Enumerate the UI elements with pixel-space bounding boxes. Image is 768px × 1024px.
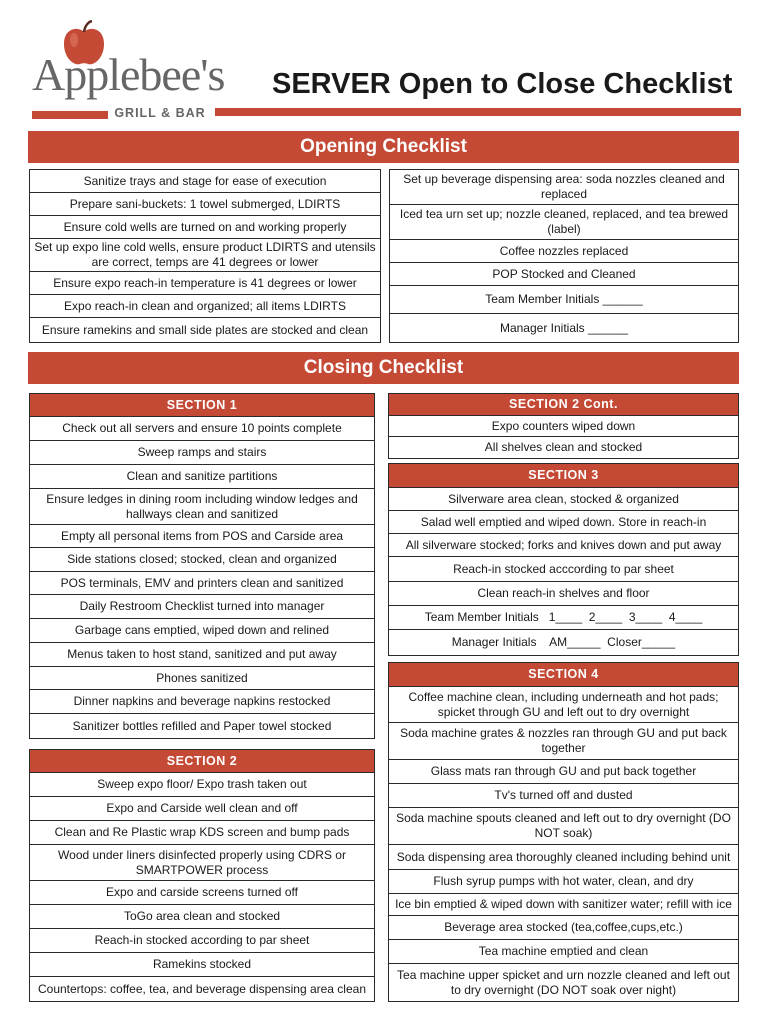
team-member-initials: Team Member Initials ______ [390,286,738,314]
opening-right-table [389,169,739,343]
closing-banner: Closing Checklist [28,352,739,384]
section-3-table [388,463,739,656]
checklist-item: Coffee machine clean, including underneath and hot pads; spicket through GU and left out to dry overnight [389,687,738,723]
checklist-item: Silverware area clean, stocked & organized [389,488,738,511]
applebees-logo [32,20,232,122]
checklist-item: Tv's turned off and dusted [389,784,738,808]
checklist-item: Coffee nozzles replaced [390,240,738,263]
checklist-item: Tea machine emptied and clean [389,940,738,964]
checklist-item: Clean and Re Plastic wrap KDS screen and bump pads [30,821,374,845]
checklist-item: Ice bin emptied & wiped down with sanitizer water; refill with ice [389,894,738,916]
section-header: SECTION 3 [389,464,738,488]
checklist-item: Reach-in stocked acccording to par sheet [389,557,738,582]
checklist-item: Countertops: coffee, tea, and beverage dispensing area clean [37,981,366,996]
logo-subtitle: GRILL & BAR [112,106,208,120]
checklist-item: Ensure expo reach-in temperature is 41 degrees or lower [30,272,380,295]
checklist-item: Sweep expo floor/ Expo trash taken out [30,773,374,797]
checklist-item: Menus taken to host stand, sanitized and put away [30,643,374,667]
checklist-item: Clean reach-in shelves and floor [389,582,738,606]
checklist-item: Soda machine grates & nozzles ran through GU and put back together [389,723,738,760]
checklist-item: POS terminals, EMV and printers clean and sanitized [30,572,374,595]
checklist-item: Glass mats ran through GU and put back together [389,760,738,784]
checklist-item: Clean and sanitize partitions [30,465,374,489]
checklist-item: All shelves clean and stocked [484,440,643,454]
checklist-item: Ramekins stocked [30,953,374,977]
checklist-item: Sanitize trays and stage for ease of execution [30,170,380,193]
checklist-item: Beverage area stocked (tea,coffee,cups,etc.) [389,916,738,940]
checklist-item: Reach-in stocked according to par sheet [30,929,374,953]
checklist-item: Garbage cans emptied, wiped down and relined [30,619,374,643]
section-header: SECTION 2 [30,750,374,773]
checklist-item: Sweep ramps and stairs [30,441,374,465]
section-2-cont-table [388,393,739,459]
checklist-item: ToGo area clean and stocked [30,905,374,929]
logo-rule-left [32,111,108,119]
header-rule [215,108,741,116]
section-header: SECTION 4 [389,663,738,687]
checklist-item: Ensure cold wells are turned on and working properly [30,216,380,239]
checklist-item: Expo reach-in clean and organized; all items LDIRTS [30,295,380,318]
opening-left-table [29,169,381,343]
manager-initials: Manager Initials AM_____ Closer_____ [451,635,676,649]
section-header: SECTION 1 [30,394,374,417]
checklist-item: Expo and carside screens turned off [30,881,374,905]
checklist-item: Wood under liners disinfected properly using CDRS or SMARTPOWER process [30,845,374,881]
checklist-item: All silverware stocked; forks and knives down and put away [389,534,738,557]
section-2-table [29,749,375,1002]
checklist-item: Set up expo line cold wells, ensure product LDIRTS and utensils are correct, temps are 41 degrees or lower [30,239,380,272]
section-1-table [29,393,375,739]
checklist-item: Dinner napkins and beverage napkins restocked [30,690,374,714]
checklist-item: Check out all servers and ensure 10 points complete [30,417,374,441]
checklist-item: Set up beverage dispensing area: soda nozzles cleaned and replaced [390,170,738,205]
checklist-item: Phones sanitized [30,667,374,690]
section-4-table [388,662,739,1002]
checklist-item: Soda dispensing area thoroughly cleaned including behind unit [389,845,738,870]
checklist-item: Iced tea urn set up; nozzle cleaned, replaced, and tea brewed (label) [390,205,738,240]
checklist-item: Soda machine spouts cleaned and left out to dry overnight (DO NOT soak) [389,808,738,845]
page-title: SERVER Open to Close Checklist [272,68,733,100]
checklist-item: Ensure ramekins and small side plates are stocked and clean [41,322,369,337]
checklist-item: Ensure ledges in dining room including window ledges and hallways clean and sanitized [30,489,374,525]
checklist-item: Flush syrup pumps with hot water, clean, and dry [389,870,738,894]
team-member-initials: Team Member Initials 1____ 2____ 3____ 4____ [389,606,738,630]
checklist-item: Side stations closed; stocked, clean and organized [30,548,374,572]
checklist-item: Sanitizer bottles refilled and Paper towel stocked [72,718,332,733]
checklist-item: Expo counters wiped down [389,416,738,437]
opening-banner: Opening Checklist [28,131,739,163]
checklist-item: Salad well emptied and wiped down. Store in reach-in [389,511,738,534]
checklist-item: POP Stocked and Cleaned [390,263,738,286]
section-header: SECTION 2 Cont. [389,394,738,416]
checklist-item: Prepare sani-buckets: 1 towel submerged, LDIRTS [30,193,380,216]
manager-initials: Manager Initials ______ [499,320,629,335]
checklist-item: Daily Restroom Checklist turned into manager [30,595,374,619]
logo-wordmark: Applebee's [32,49,225,100]
checklist-item: Empty all personal items from POS and Carside area [30,525,374,548]
checklist-item: Tea machine upper spicket and urn nozzle cleaned and left out to dry overnight (DO NOT soak over night) [397,967,730,997]
checklist-item: Expo and Carside well clean and off [30,797,374,821]
